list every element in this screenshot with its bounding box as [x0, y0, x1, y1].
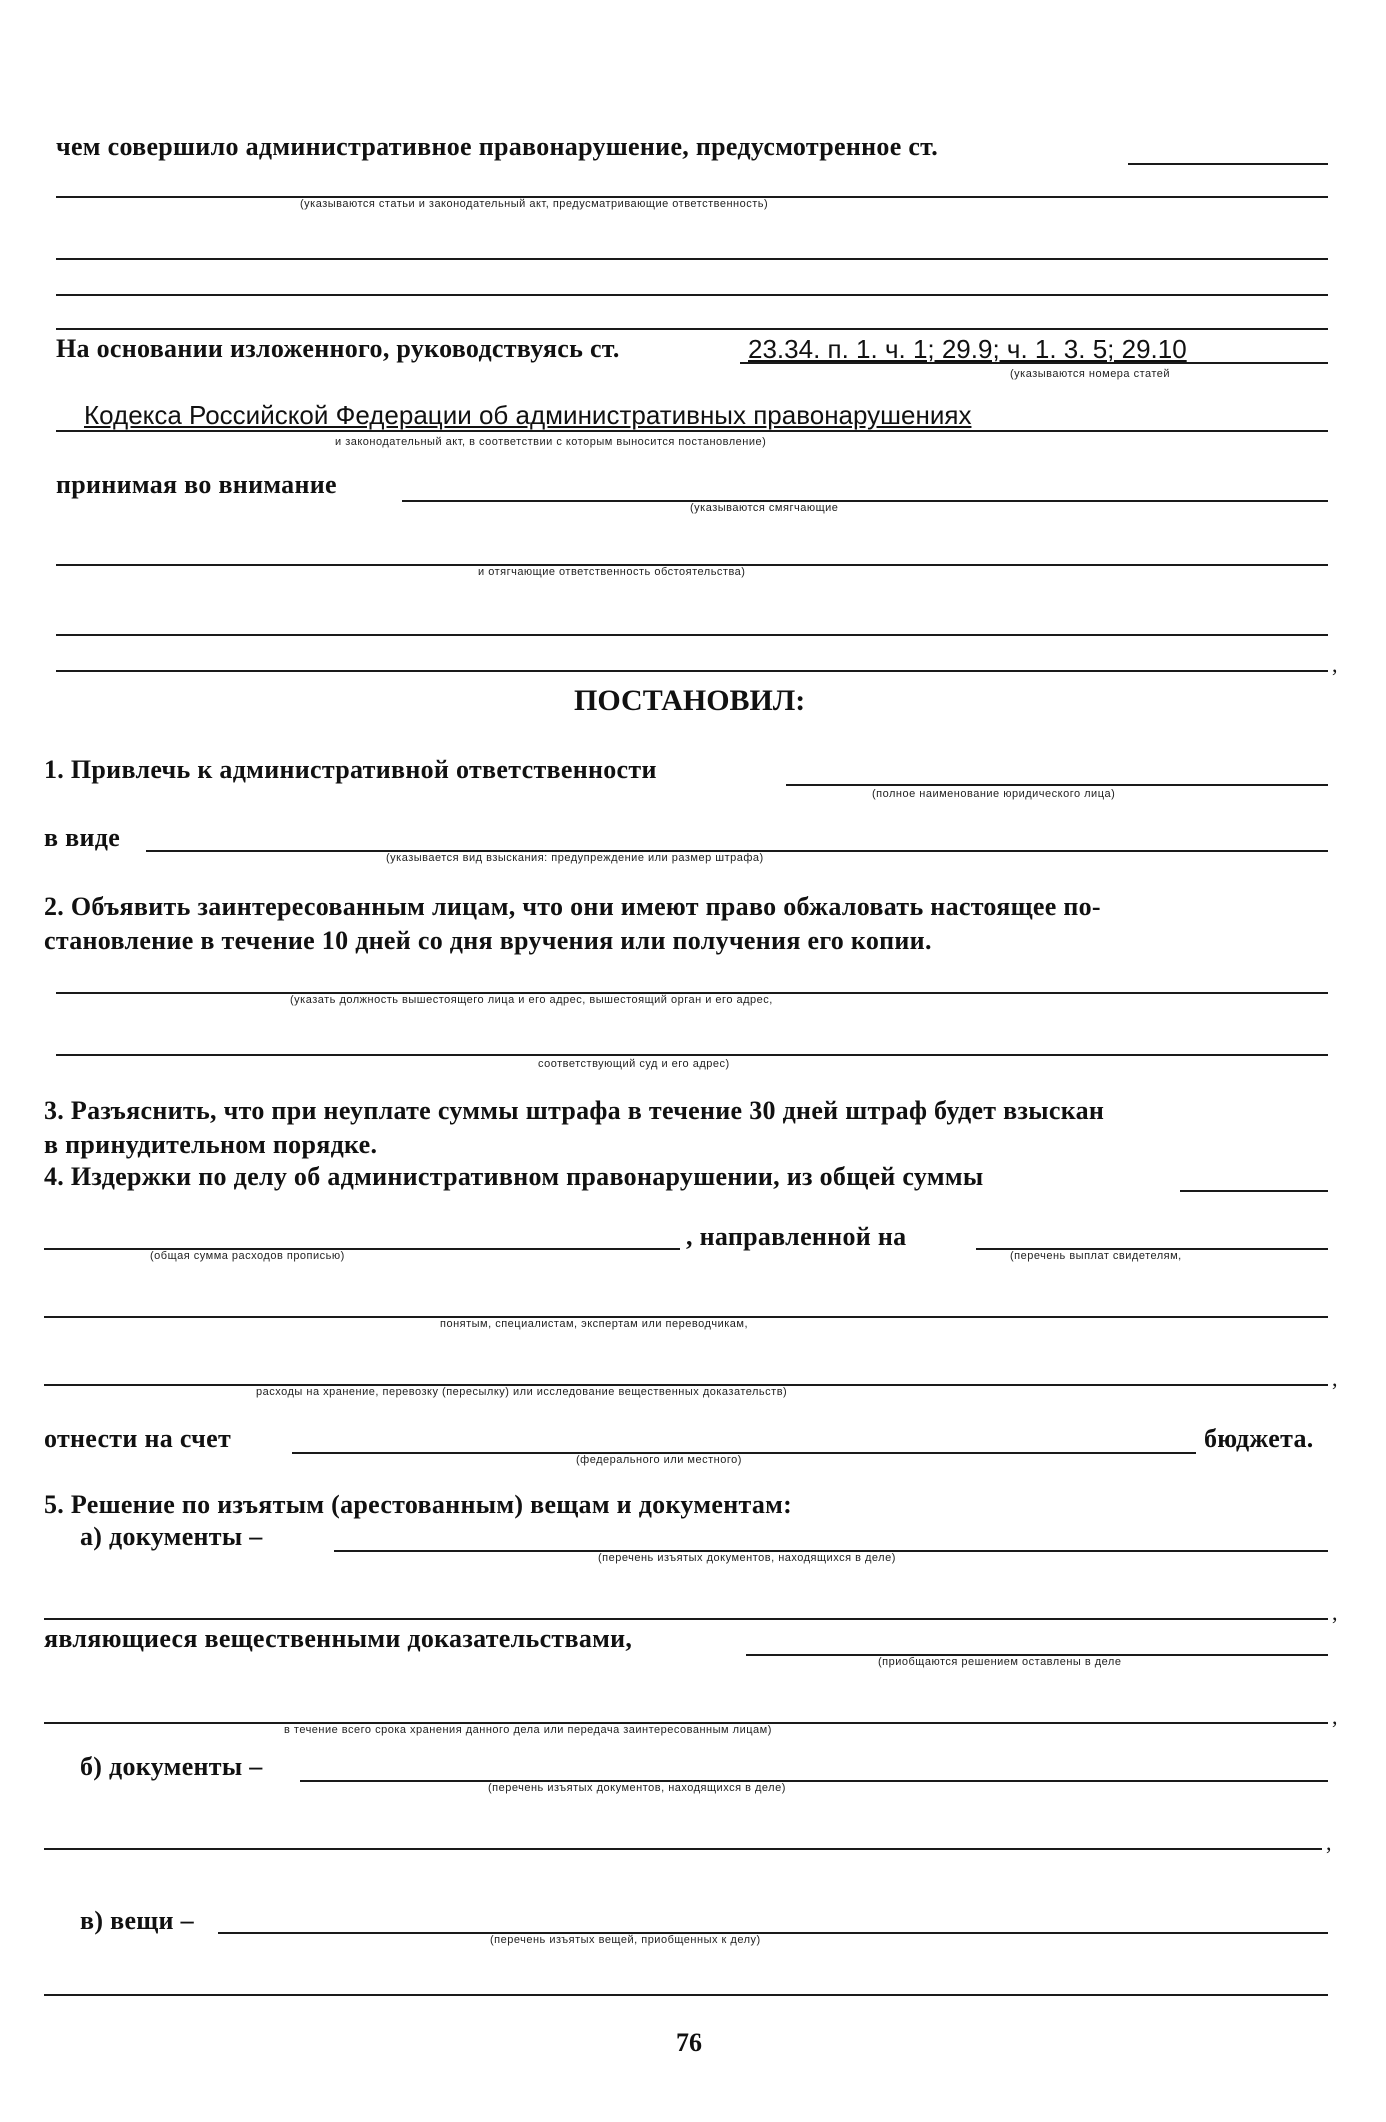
caption-p4b: (перечень выплат свидетелям,	[1010, 1250, 1182, 1262]
blank-p4-sum[interactable]	[44, 1248, 680, 1250]
blank-p4[interactable]	[1180, 1190, 1328, 1192]
comma: ,	[1332, 1704, 1338, 1729]
text-p1: 1. Привлечь к административной ответственности	[44, 755, 657, 784]
blank-p5b[interactable]	[300, 1780, 1328, 1782]
text-p4-budget: бюджета.	[1204, 1424, 1314, 1453]
blank-l1c[interactable]	[56, 258, 1328, 260]
text-p2a: 2. Объявить заинтересованным лицам, что они имеют право обжаловать настоящее по-	[44, 892, 1101, 921]
blank-l1[interactable]	[1128, 163, 1328, 165]
blank-p5v[interactable]	[218, 1932, 1328, 1934]
blank-l1e[interactable]	[56, 328, 1328, 330]
text-p4-otnesti: отнести на счет	[44, 1424, 232, 1453]
filled-code: Кодекса Российской Федерации об административных правонарушениях	[84, 400, 972, 430]
text-l2: На основании изложенного, руководствуясь ст.	[56, 334, 620, 363]
text-p2b: становление в течение 10 дней со дня вручения или получения его копии.	[44, 926, 932, 955]
blank-l4c[interactable]	[56, 634, 1328, 636]
caption-p4d: расходы на хранение, перевозку (пересылку) или исследование вещественных доказательств)	[256, 1386, 788, 1398]
text-l1: чем совершило административное правонарушение, предусмотренное ст.	[56, 132, 939, 161]
comma: ,	[1332, 652, 1338, 677]
caption-p1: (полное наименование юридического лица)	[872, 788, 1116, 800]
text-p5-yav: являющиеся вещественными доказательствами,	[44, 1624, 633, 1653]
text-p5b: б) документы –	[80, 1752, 263, 1781]
caption-l4a: (указываются смягчающие	[690, 502, 839, 514]
blank-p5v2[interactable]	[44, 1994, 1328, 1996]
text-l4: принимая во внимание	[56, 470, 337, 499]
caption-p5v: (перечень изъятых вещей, приобщенных к делу)	[490, 1934, 761, 1946]
caption-p4c: понятым, специалистам, экспертам или переводчикам,	[440, 1318, 749, 1330]
comma: ,	[1332, 1366, 1338, 1391]
blank-p4-budget[interactable]	[292, 1452, 1196, 1454]
comma: ,	[1326, 1830, 1332, 1855]
caption-p5a: (перечень изъятых документов, находящихся в деле)	[598, 1552, 896, 1564]
blank-l3[interactable]	[56, 430, 1328, 432]
caption-p5b: (перечень изъятых документов, находящихся в деле)	[488, 1782, 786, 1794]
caption-p5-yav: (приобщаются решением оставлены в деле	[878, 1656, 1122, 1668]
caption-p4e: (федерального или местного)	[576, 1454, 742, 1466]
blank-l1d[interactable]	[56, 294, 1328, 296]
blank-p5b2[interactable]	[44, 1848, 1322, 1850]
caption-l1: (указываются статьи и законодательный акт, предусматривающие ответственность)	[300, 198, 769, 210]
page-title: ПОСТАНОВИЛ:	[574, 684, 806, 717]
caption-p1-vid: (указывается вид взыскания: предупреждение или размер штрафа)	[386, 852, 764, 864]
comma: ,	[1332, 1600, 1338, 1625]
caption-p4a: (общая сумма расходов прописью)	[150, 1250, 345, 1262]
text-p3a: 3. Разъяснить, что при неуплате суммы штрафа в течение 30 дней штраф будет взыскан	[44, 1096, 1105, 1125]
text-p5v: в) вещи –	[80, 1906, 194, 1935]
blank-l4[interactable]	[402, 500, 1328, 502]
text-p5: 5. Решение по изъятым (арестованным) вещам и документам:	[44, 1490, 793, 1519]
blank-p2b[interactable]	[56, 1054, 1328, 1056]
caption-p5-yav2: в течение всего срока хранения данного дела или передача заинтересованным лицам)	[284, 1724, 772, 1736]
page-number: 76	[676, 2028, 702, 2057]
text-p3b: в принудительном порядке.	[44, 1130, 378, 1159]
blank-p1[interactable]	[786, 784, 1328, 786]
text-p5a: а) документы –	[80, 1522, 263, 1551]
caption-p2b: соответствующий суд и его адрес)	[538, 1058, 730, 1070]
text-p4-napr: , направленной на	[686, 1222, 907, 1251]
caption-p2a: (указать должность вышестоящего лица и его адрес, вышестоящий орган и его адрес,	[290, 994, 773, 1006]
text-p4: 4. Издержки по делу об административном правонарушении, из общей суммы	[44, 1162, 984, 1191]
blank-l4d[interactable]	[56, 670, 1328, 672]
caption-l2: (указываются номера статей	[1010, 368, 1171, 380]
caption-l3: и законодательный акт, в соответствии с которым выносится постановление)	[335, 436, 767, 448]
blank-p5a2[interactable]	[44, 1618, 1328, 1620]
caption-l4b: и отягчающие ответственность обстоятельства)	[478, 566, 746, 578]
filled-articles: 23.34. п. 1. ч. 1; 29.9; ч. 1. 3. 5; 29.10	[748, 334, 1187, 364]
text-p1-vid: в виде	[44, 823, 121, 852]
blank-l2[interactable]	[740, 362, 1328, 364]
